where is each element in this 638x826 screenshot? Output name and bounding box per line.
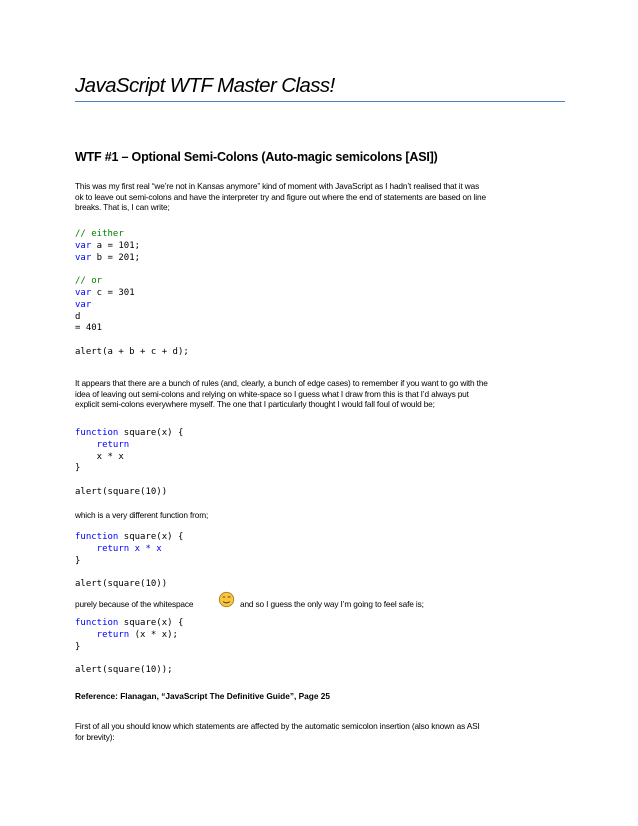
- code-text: alert(square(10));: [75, 665, 173, 676]
- code-text: }: [75, 555, 81, 566]
- code-keyword: var: [75, 287, 92, 298]
- code-text: (x * x);: [129, 629, 178, 640]
- paragraph-line: explicit semi-colons everywhere myself. The one that I particularly thought I would fall foul of would be;: [75, 399, 435, 409]
- section-heading: WTF #1 – Optional Semi-Colons (Auto-magic semicolons [ASI]): [75, 150, 438, 164]
- code-text: d: [75, 311, 81, 322]
- code-text: b = 201;: [91, 252, 141, 263]
- code-text: alert(square(10)): [75, 579, 168, 590]
- paragraph-line: First of all you should know which statements are affected by the automatic semicolon insertion (also known as ASI: [75, 721, 480, 731]
- title-underline: [75, 101, 565, 102]
- code-keyword: var: [75, 299, 92, 310]
- paragraph-line: for brevity):: [75, 731, 115, 742]
- code-keyword: var: [75, 240, 92, 251]
- code-keyword: function: [75, 428, 119, 438]
- paragraph-line: idea of leaving out semi-colons and relying on white-space so I guess what I draw from this is that I’d always put: [75, 388, 469, 399]
- code-text: square(x) {: [118, 532, 184, 542]
- code-text: square(x) {: [118, 618, 184, 628]
- code-text: x * x: [75, 451, 124, 462]
- paragraph-line: which is a very different function from;: [75, 510, 209, 520]
- code-keyword: var: [75, 252, 92, 263]
- code-block-1: [75, 229, 189, 359]
- code-keyword: return: [75, 439, 130, 450]
- code-text: x * x: [129, 543, 162, 554]
- paragraph-2: [75, 378, 570, 410]
- paragraph-4-start: purely because of the whitespace: [75, 599, 194, 609]
- smiley-icon: [218, 591, 235, 608]
- code-keyword: function: [75, 618, 119, 628]
- code-keyword: return: [75, 629, 130, 640]
- code-comment: // or: [75, 276, 103, 287]
- intro-line: ok to leave out semi-colons and have the interpreter try and figure out where the end of statements are based on line: [75, 191, 486, 202]
- code-text: square(x) {: [118, 428, 184, 438]
- paragraph-5: [75, 721, 570, 742]
- paragraph-4-end: and so I guess the only way I’m going to feel safe is;: [240, 599, 424, 609]
- code-block-2: [75, 428, 183, 499]
- code-text: alert(square(10)): [75, 486, 168, 497]
- code-text: }: [75, 463, 81, 474]
- page-title: JavaScript WTF Master Class!: [75, 74, 335, 97]
- paragraph-3: [75, 510, 570, 521]
- intro-line: This was my first real “we’re not in Kansas anymore” kind of moment with JavaScript as I hadn’t realised that it was: [75, 181, 480, 191]
- paragraph-line: It appears that there are a bunch of rules (and, clearly, a bunch of edge cases) to remember if you want to go with the: [75, 378, 488, 388]
- code-comment: // either: [75, 229, 124, 239]
- code-block-4: [75, 618, 183, 677]
- code-text: c = 301: [91, 287, 135, 298]
- code-text: a = 101;: [91, 240, 141, 251]
- reference-line: Reference: Flanagan, “JavaScript The Definitive Guide”, Page 25: [75, 691, 330, 701]
- code-text: = 401: [75, 323, 103, 334]
- intro-line: breaks. That is, I can write;: [75, 202, 170, 212]
- code-keyword: function: [75, 532, 119, 542]
- code-text: alert(a + b + c + d);: [75, 346, 189, 357]
- code-text: }: [75, 641, 81, 652]
- code-keyword: return: [75, 543, 130, 554]
- intro-paragraph: [75, 181, 570, 213]
- code-block-3: [75, 532, 183, 591]
